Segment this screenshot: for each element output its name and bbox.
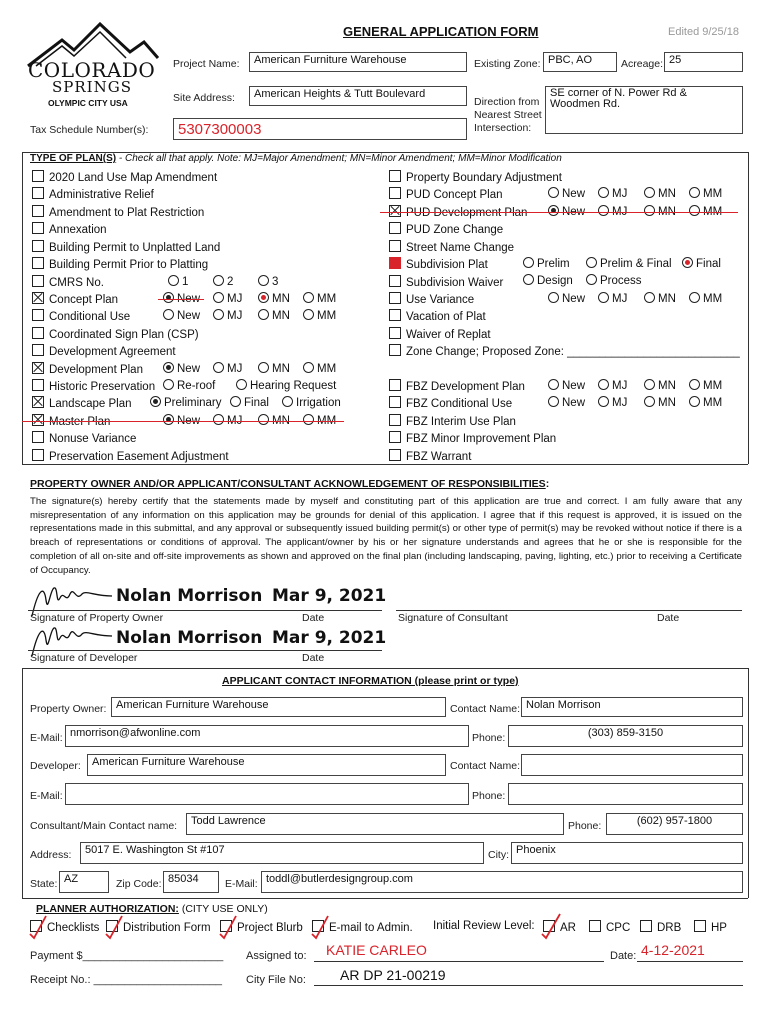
plan-item-label: Development Agreement	[49, 346, 176, 358]
plan-item-left[interactable]	[32, 240, 220, 254]
plan-item-label: Nonuse Variance	[49, 433, 137, 445]
plan-item-label: Use Variance	[406, 294, 475, 306]
plan-item-left[interactable]	[32, 257, 208, 271]
blurb-checkbox[interactable]: Project Blurb	[220, 920, 303, 934]
radio-icon	[548, 292, 559, 303]
radio-icon	[163, 309, 174, 320]
checkbox-icon	[32, 449, 44, 461]
direction-label-2: Nearest Street	[474, 109, 542, 121]
radio-icon	[689, 292, 700, 303]
radio-icon	[548, 379, 559, 390]
concept-mm[interactable]: MM	[303, 292, 336, 305]
city-file-label: City File No:	[246, 974, 306, 986]
plan-item-label: FBZ Conditional Use	[406, 398, 513, 410]
checkbox-icon	[389, 327, 401, 339]
plan-item-left[interactable]	[32, 396, 131, 410]
checkbox-icon	[32, 170, 44, 182]
acknowledgement-text: The signature(s) hereby certify that the statements made by myself and constituting part of this application are true and correct. I am fully aware that any misrepresentation of any information on this application may be grounds for denial of this application. I agree that if this request is approved, it is issued on the representations made in this submittal, and any approval or subsequently issued building permit(s) or other type of permit(s) may be revoked without notice if there is a breach of representations or conditions of approval. The applicant/owner by his or her signature understands and agrees that he or she is responsible for the completion of all on-site and off-site improvements as shown and approved on the final plan (including landscaping, paving, lighting, etc.) prior to receiving a Certificate of Occupancy.	[30, 496, 742, 576]
checkbox-icon	[694, 920, 706, 932]
city-file-value[interactable]: AR DP 21-00219	[340, 967, 446, 983]
pud-concept-mn[interactable]: MN	[644, 187, 676, 200]
edited-date: Edited 9/25/18	[668, 26, 739, 38]
state-field[interactable]: AZ	[59, 871, 109, 893]
plan-item-right[interactable]	[389, 222, 503, 236]
radio-icon	[213, 292, 224, 303]
plan-item-right[interactable]	[389, 240, 514, 254]
radio-icon	[163, 414, 174, 425]
plan-item-label: FBZ Development Plan	[406, 381, 525, 393]
address-field[interactable]: 5017 E. Washington St #107	[80, 842, 484, 864]
checkbox-icon	[32, 187, 44, 199]
master-new[interactable]: New	[163, 414, 200, 427]
conditional-mn[interactable]: MN	[258, 309, 290, 322]
checkbox-icon	[32, 240, 44, 252]
owner-email-label: E-Mail:	[30, 732, 63, 744]
radio-icon	[586, 274, 597, 285]
checkbox-icon	[32, 327, 44, 339]
historic-reroof[interactable]: Re-roof	[163, 379, 215, 392]
plan-item-label: PUD Concept Plan	[406, 189, 503, 201]
checkbox-icon	[389, 187, 401, 199]
contact-name-field[interactable]: Nolan Morrison	[521, 697, 743, 717]
plan-item-right[interactable]	[389, 170, 562, 184]
city-label: City:	[488, 849, 509, 861]
checkbox-icon	[389, 275, 401, 287]
plan-item-right[interactable]	[389, 309, 486, 323]
plan-item-label: FBZ Warrant	[406, 451, 472, 463]
checkbox-icon	[32, 414, 44, 426]
checkbox-icon	[32, 396, 44, 408]
acknowledgement-heading: PROPERTY OWNER AND/OR APPLICANT/CONSULTANT ACKNOWLEDGEMENT OF RESPONSIBILITIES:	[30, 478, 550, 490]
plan-item-left[interactable]	[32, 379, 155, 393]
radio-icon	[163, 379, 174, 390]
existing-zone-label: Existing Zone:	[474, 58, 541, 70]
logo-springs: SPRINGS	[52, 78, 132, 96]
master-mm[interactable]: MM	[303, 414, 336, 427]
checkbox-icon	[389, 170, 401, 182]
checkbox-icon	[32, 222, 44, 234]
radio-icon	[548, 396, 559, 407]
checkbox-icon	[640, 920, 652, 932]
fbz-cond-new[interactable]: New	[548, 396, 585, 409]
radio-icon	[598, 379, 609, 390]
fbz-dev-mj[interactable]: MJ	[598, 379, 627, 392]
direction-label-3: Intersection:	[474, 122, 532, 134]
radio-icon	[523, 274, 534, 285]
radio-icon	[213, 309, 224, 320]
usevar-new[interactable]: New	[548, 292, 585, 305]
subplat-prelim[interactable]: Prelim	[523, 257, 570, 270]
landscape-final[interactable]: Final	[230, 396, 269, 409]
radio-icon	[644, 379, 655, 390]
pud-concept-mm[interactable]: MM	[689, 187, 722, 200]
radio-icon	[644, 187, 655, 198]
developer-name-signature: Nolan Morrison	[116, 628, 263, 648]
payment-field[interactable]: Payment $_______________________	[30, 950, 224, 962]
checkbox-icon	[389, 222, 401, 234]
conditional-mj[interactable]: MJ	[213, 309, 242, 322]
plan-item-label: PUD Zone Change	[406, 224, 504, 236]
concept-mn[interactable]: MN	[258, 292, 290, 305]
checkbox-icon	[32, 431, 44, 443]
plan-item-right[interactable]	[389, 275, 503, 289]
dev-phone-field[interactable]	[508, 783, 743, 805]
dev-phone-label: Phone:	[472, 790, 506, 802]
city-logo	[22, 22, 162, 112]
plan-item-label: Zone Change; Proposed Zone: ___________________________	[406, 346, 740, 358]
usevar-mm[interactable]: MM	[689, 292, 722, 305]
checklists-checkbox[interactable]: Checklists	[30, 920, 99, 934]
plan-item-label: Property Boundary Adjustment	[406, 172, 562, 184]
radio-icon	[689, 396, 700, 407]
fbz-dev-new[interactable]: New	[548, 379, 585, 392]
assigned-label: Assigned to:	[246, 950, 307, 962]
contact-heading: APPLICANT CONTACT INFORMATION (please print or type)	[222, 675, 519, 687]
plan-item-label: Conditional Use	[49, 311, 131, 323]
radio-icon	[150, 396, 161, 407]
radio-icon	[303, 292, 314, 303]
consultant-label: Consultant/Main Contact name:	[30, 820, 178, 832]
radio-icon	[598, 205, 609, 216]
plan-item-right[interactable]	[389, 257, 488, 271]
form-title: GENERAL APPLICATION FORM	[343, 24, 539, 39]
radio-icon	[258, 292, 269, 303]
address-label: Address:	[30, 849, 72, 861]
cmrs-option-3[interactable]: 3	[258, 275, 278, 288]
plan-item-left[interactable]	[32, 187, 154, 201]
plan-item-left[interactable]	[32, 431, 136, 445]
cpc-checkbox[interactable]: CPC	[589, 920, 630, 934]
fbz-cond-mj[interactable]: MJ	[598, 396, 627, 409]
radio-icon	[303, 414, 314, 425]
ar-checkbox[interactable]: AR	[543, 920, 576, 934]
date-label: Date:	[610, 950, 637, 962]
pud-dev-new[interactable]: New	[548, 205, 585, 218]
type-of-plan-heading: TYPE OF PLAN(S) - Check all that apply. Note: MJ=Major Amendment; MN=Minor Amendment; MM=Minor Modification	[30, 153, 562, 164]
logo-colorado: COLORADO	[28, 58, 156, 82]
plan-item-right[interactable]	[389, 414, 516, 428]
radio-icon	[682, 257, 693, 268]
checkbox-icon	[389, 344, 401, 356]
cmrs-option-1[interactable]: 1	[168, 275, 188, 288]
devplan-mj[interactable]: MJ	[213, 362, 242, 375]
email-admin-checkbox[interactable]: E-mail to Admin.	[312, 920, 413, 934]
radio-icon	[644, 396, 655, 407]
distribution-checkbox[interactable]: Distribution Form	[106, 920, 211, 934]
radio-icon	[282, 396, 293, 407]
radio-icon	[689, 187, 700, 198]
plan-item-left[interactable]	[32, 292, 118, 306]
plan-item-label: FBZ Minor Improvement Plan	[406, 433, 557, 445]
zip-label: Zip Code:	[116, 878, 162, 890]
direction-label-1: Direction from	[474, 96, 540, 108]
dev-contact-field[interactable]	[521, 754, 743, 776]
plan-item-left[interactable]	[32, 327, 199, 341]
plan-item-label: Building Permit Prior to Platting	[49, 259, 209, 271]
consultant-email-field[interactable]: toddl@butlerdesigngroup.com	[261, 871, 743, 893]
concept-mj[interactable]: MJ	[213, 292, 242, 305]
checkbox-icon	[32, 379, 44, 391]
checkbox-icon	[32, 309, 44, 321]
plan-item-right[interactable]	[389, 379, 525, 393]
subwaiver-process[interactable]: Process	[586, 274, 642, 287]
cmrs-option-2[interactable]: 2	[213, 275, 233, 288]
radio-icon	[598, 292, 609, 303]
radio-icon	[213, 414, 224, 425]
developer-label: Developer:	[30, 760, 81, 772]
plan-item-label: Amendment to Plat Restriction	[49, 207, 205, 219]
direction-field[interactable]: SE corner of N. Power Rd & Woodmen Rd.	[545, 86, 743, 134]
concept-new[interactable]: New	[163, 292, 200, 305]
pud-dev-mj[interactable]: MJ	[598, 205, 627, 218]
plan-item-label: Building Permit to Unplatted Land	[49, 242, 221, 254]
checkbox-icon	[389, 396, 401, 408]
conditional-mm[interactable]: MM	[303, 309, 336, 322]
plan-item-label: Coordinated Sign Plan (CSP)	[49, 329, 199, 341]
city-field[interactable]: Phoenix	[511, 842, 743, 864]
tax-schedule-field[interactable]: 5307300003	[173, 118, 467, 140]
plan-item-left[interactable]	[32, 344, 176, 358]
checkbox-icon	[32, 292, 44, 304]
plan-item-label: Master Plan	[49, 416, 111, 428]
developer-signature-label: Signature of Developer	[30, 652, 138, 664]
plan-item-left[interactable]	[32, 205, 204, 219]
landscape-preliminary[interactable]: Preliminary	[150, 396, 222, 409]
plan-item-label: 2020 Land Use Map Amendment	[49, 172, 218, 184]
radio-icon	[258, 309, 269, 320]
project-name-field[interactable]: American Furniture Warehouse	[249, 52, 467, 72]
project-name-label: Project Name:	[173, 58, 240, 70]
radio-icon	[258, 414, 269, 425]
plan-item-right[interactable]	[389, 396, 512, 410]
pud-dev-mn[interactable]: MN	[644, 205, 676, 218]
pud-dev-mm[interactable]: MM	[689, 205, 722, 218]
usevar-mn[interactable]: MN	[644, 292, 676, 305]
historic-hearing[interactable]: Hearing Request	[236, 379, 336, 392]
plan-item-right[interactable]	[389, 431, 556, 445]
plan-item-right[interactable]	[389, 327, 491, 341]
master-mj[interactable]: MJ	[213, 414, 242, 427]
dev-email-field[interactable]	[65, 783, 469, 805]
contact-name-label: Contact Name:	[450, 703, 521, 715]
plan-item-left[interactable]	[32, 275, 104, 289]
developer-field[interactable]: American Furniture Warehouse	[87, 754, 446, 776]
usevar-mj[interactable]: MJ	[598, 292, 627, 305]
checkbox-icon	[589, 920, 601, 932]
owner-phone-label: Phone:	[472, 732, 506, 744]
plan-item-right[interactable]	[389, 292, 474, 306]
hp-checkbox[interactable]: HP	[694, 920, 727, 934]
developer-date-label: Date	[302, 652, 325, 664]
plan-item-label: PUD Development Plan	[406, 207, 528, 219]
plan-item-label: Subdivision Waiver	[406, 277, 504, 289]
consultant-date-label: Date	[657, 612, 680, 624]
pud-concept-mj[interactable]: MJ	[598, 187, 627, 200]
conditional-new[interactable]: New	[163, 309, 200, 322]
owner-name-signature: Nolan Morrison	[116, 586, 263, 606]
master-mn[interactable]: MN	[258, 414, 290, 427]
checkbox-icon	[32, 257, 44, 269]
site-address-label: Site Address:	[173, 92, 235, 104]
owner-signature-label: Signature of Property Owner	[30, 612, 164, 624]
logo-olympic: OLYMPIC CITY USA	[48, 98, 128, 108]
checkbox-icon	[389, 309, 401, 321]
radio-icon	[586, 257, 597, 268]
radio-icon	[163, 292, 174, 303]
radio-icon	[523, 257, 534, 268]
plan-item-left[interactable]	[32, 449, 229, 463]
fbz-dev-mm[interactable]: MM	[689, 379, 722, 392]
plan-item-label: Vacation of Plat	[406, 311, 486, 323]
consultant-field[interactable]: Todd Lawrence	[186, 813, 564, 835]
checkbox-icon	[389, 257, 401, 269]
plan-item-right[interactable]	[389, 449, 471, 463]
devplan-mn[interactable]: MN	[258, 362, 290, 375]
planner-heading: PLANNER AUTHORIZATION: (CITY USE ONLY)	[36, 903, 268, 915]
owner-date-label: Date	[302, 612, 325, 624]
plan-item-label: Landscape Plan	[49, 398, 132, 410]
owner-email-field[interactable]: nmorrison@afwonline.com	[65, 725, 469, 747]
receipt-field[interactable]: Receipt No.: _____________________	[30, 974, 223, 986]
radio-icon	[644, 292, 655, 303]
fbz-cond-mm[interactable]: MM	[689, 396, 722, 409]
checkbox-icon	[389, 414, 401, 426]
dev-email-label: E-Mail:	[30, 790, 63, 802]
drb-checkbox[interactable]: DRB	[640, 920, 681, 934]
radio-icon	[689, 379, 700, 390]
plan-item-right[interactable]	[389, 187, 503, 201]
radio-icon	[548, 187, 559, 198]
radio-icon	[303, 309, 314, 320]
radio-icon	[548, 205, 559, 216]
acreage-label: Acreage:	[621, 58, 664, 70]
owner-phone-field[interactable]: (303) 859-3150	[508, 725, 743, 747]
consultant-signature-label: Signature of Consultant	[398, 612, 508, 624]
subwaiver-design[interactable]: Design	[523, 274, 573, 287]
radio-icon	[258, 275, 269, 286]
radio-icon	[230, 396, 241, 407]
radio-icon	[598, 396, 609, 407]
checkbox-icon	[389, 292, 401, 304]
plan-item-right[interactable]	[389, 344, 740, 358]
pud-concept-new[interactable]: New	[548, 187, 585, 200]
site-address-field[interactable]: American Heights & Tutt Boulevard	[249, 86, 467, 106]
plan-item-left[interactable]	[32, 170, 217, 184]
radio-icon	[213, 275, 224, 286]
consultant-phone-field[interactable]: (602) 957-1800	[606, 813, 743, 835]
checkbox-icon	[389, 205, 401, 217]
plan-item-label: Historic Preservation	[49, 381, 156, 393]
tax-schedule-label: Tax Schedule Number(s):	[30, 124, 149, 136]
checkbox-icon	[32, 362, 44, 374]
dev-contact-label: Contact Name:	[450, 760, 521, 772]
plan-item-label: FBZ Interim Use Plan	[406, 416, 516, 428]
radio-icon	[303, 362, 314, 373]
checkbox-icon	[389, 240, 401, 252]
owner-field[interactable]: American Furniture Warehouse	[111, 697, 446, 717]
plan-item-left[interactable]	[32, 362, 143, 376]
fbz-dev-mn[interactable]: MN	[644, 379, 676, 392]
radio-icon	[644, 205, 655, 216]
owner-label: Property Owner:	[30, 703, 107, 715]
devplan-mm[interactable]: MM	[303, 362, 336, 375]
review-level-label: Initial Review Level:	[433, 920, 535, 932]
plan-item-label: Subdivision Plat	[406, 259, 488, 271]
plan-item-label: Concept Plan	[49, 294, 119, 306]
radio-icon	[213, 362, 224, 373]
devplan-new[interactable]: New	[163, 362, 200, 375]
existing-zone-field[interactable]: PBC, AO	[543, 52, 617, 72]
checkbox-icon	[32, 205, 44, 217]
subplat-prelim-final[interactable]: Prelim & Final	[586, 257, 672, 270]
radio-icon	[258, 362, 269, 373]
fbz-cond-mn[interactable]: MN	[644, 396, 676, 409]
acreage-field[interactable]: 25	[664, 52, 743, 72]
landscape-irrigation[interactable]: Irrigation	[282, 396, 341, 409]
assigned-value[interactable]: KATIE CARLEO	[326, 942, 427, 958]
radio-icon	[598, 187, 609, 198]
plan-item-left[interactable]	[32, 222, 107, 236]
radio-icon	[163, 362, 174, 373]
plan-item-left[interactable]	[32, 309, 130, 323]
zip-field[interactable]: 85034	[163, 871, 219, 893]
checkbox-icon	[389, 449, 401, 461]
plan-item-label: CMRS No.	[49, 277, 104, 289]
checkbox-icon	[32, 275, 44, 287]
radio-icon	[168, 275, 179, 286]
consultant-email-label: E-Mail:	[225, 878, 258, 890]
subplat-final[interactable]: Final	[682, 257, 721, 270]
date-value[interactable]: 4-12-2021	[641, 942, 705, 958]
radio-icon	[689, 205, 700, 216]
checkbox-icon	[389, 431, 401, 443]
state-label: State:	[30, 878, 58, 890]
plan-item-label: Preservation Easement Adjustment	[49, 451, 229, 463]
consultant-phone-label: Phone:	[568, 820, 602, 832]
plan-item-label: Development Plan	[49, 364, 143, 376]
plan-item-label: Annexation	[49, 224, 107, 236]
checkbox-icon	[32, 344, 44, 356]
developer-signature-date: Mar 9, 2021	[272, 628, 387, 648]
plan-item-label: Administrative Relief	[49, 189, 154, 201]
radio-icon	[236, 379, 247, 390]
plan-item-label: Street Name Change	[406, 242, 515, 254]
owner-signature-date: Mar 9, 2021	[272, 586, 387, 606]
checkbox-icon	[389, 379, 401, 391]
plan-item-label: Waiver of Replat	[406, 329, 491, 341]
red-checkmarks	[26, 912, 586, 942]
